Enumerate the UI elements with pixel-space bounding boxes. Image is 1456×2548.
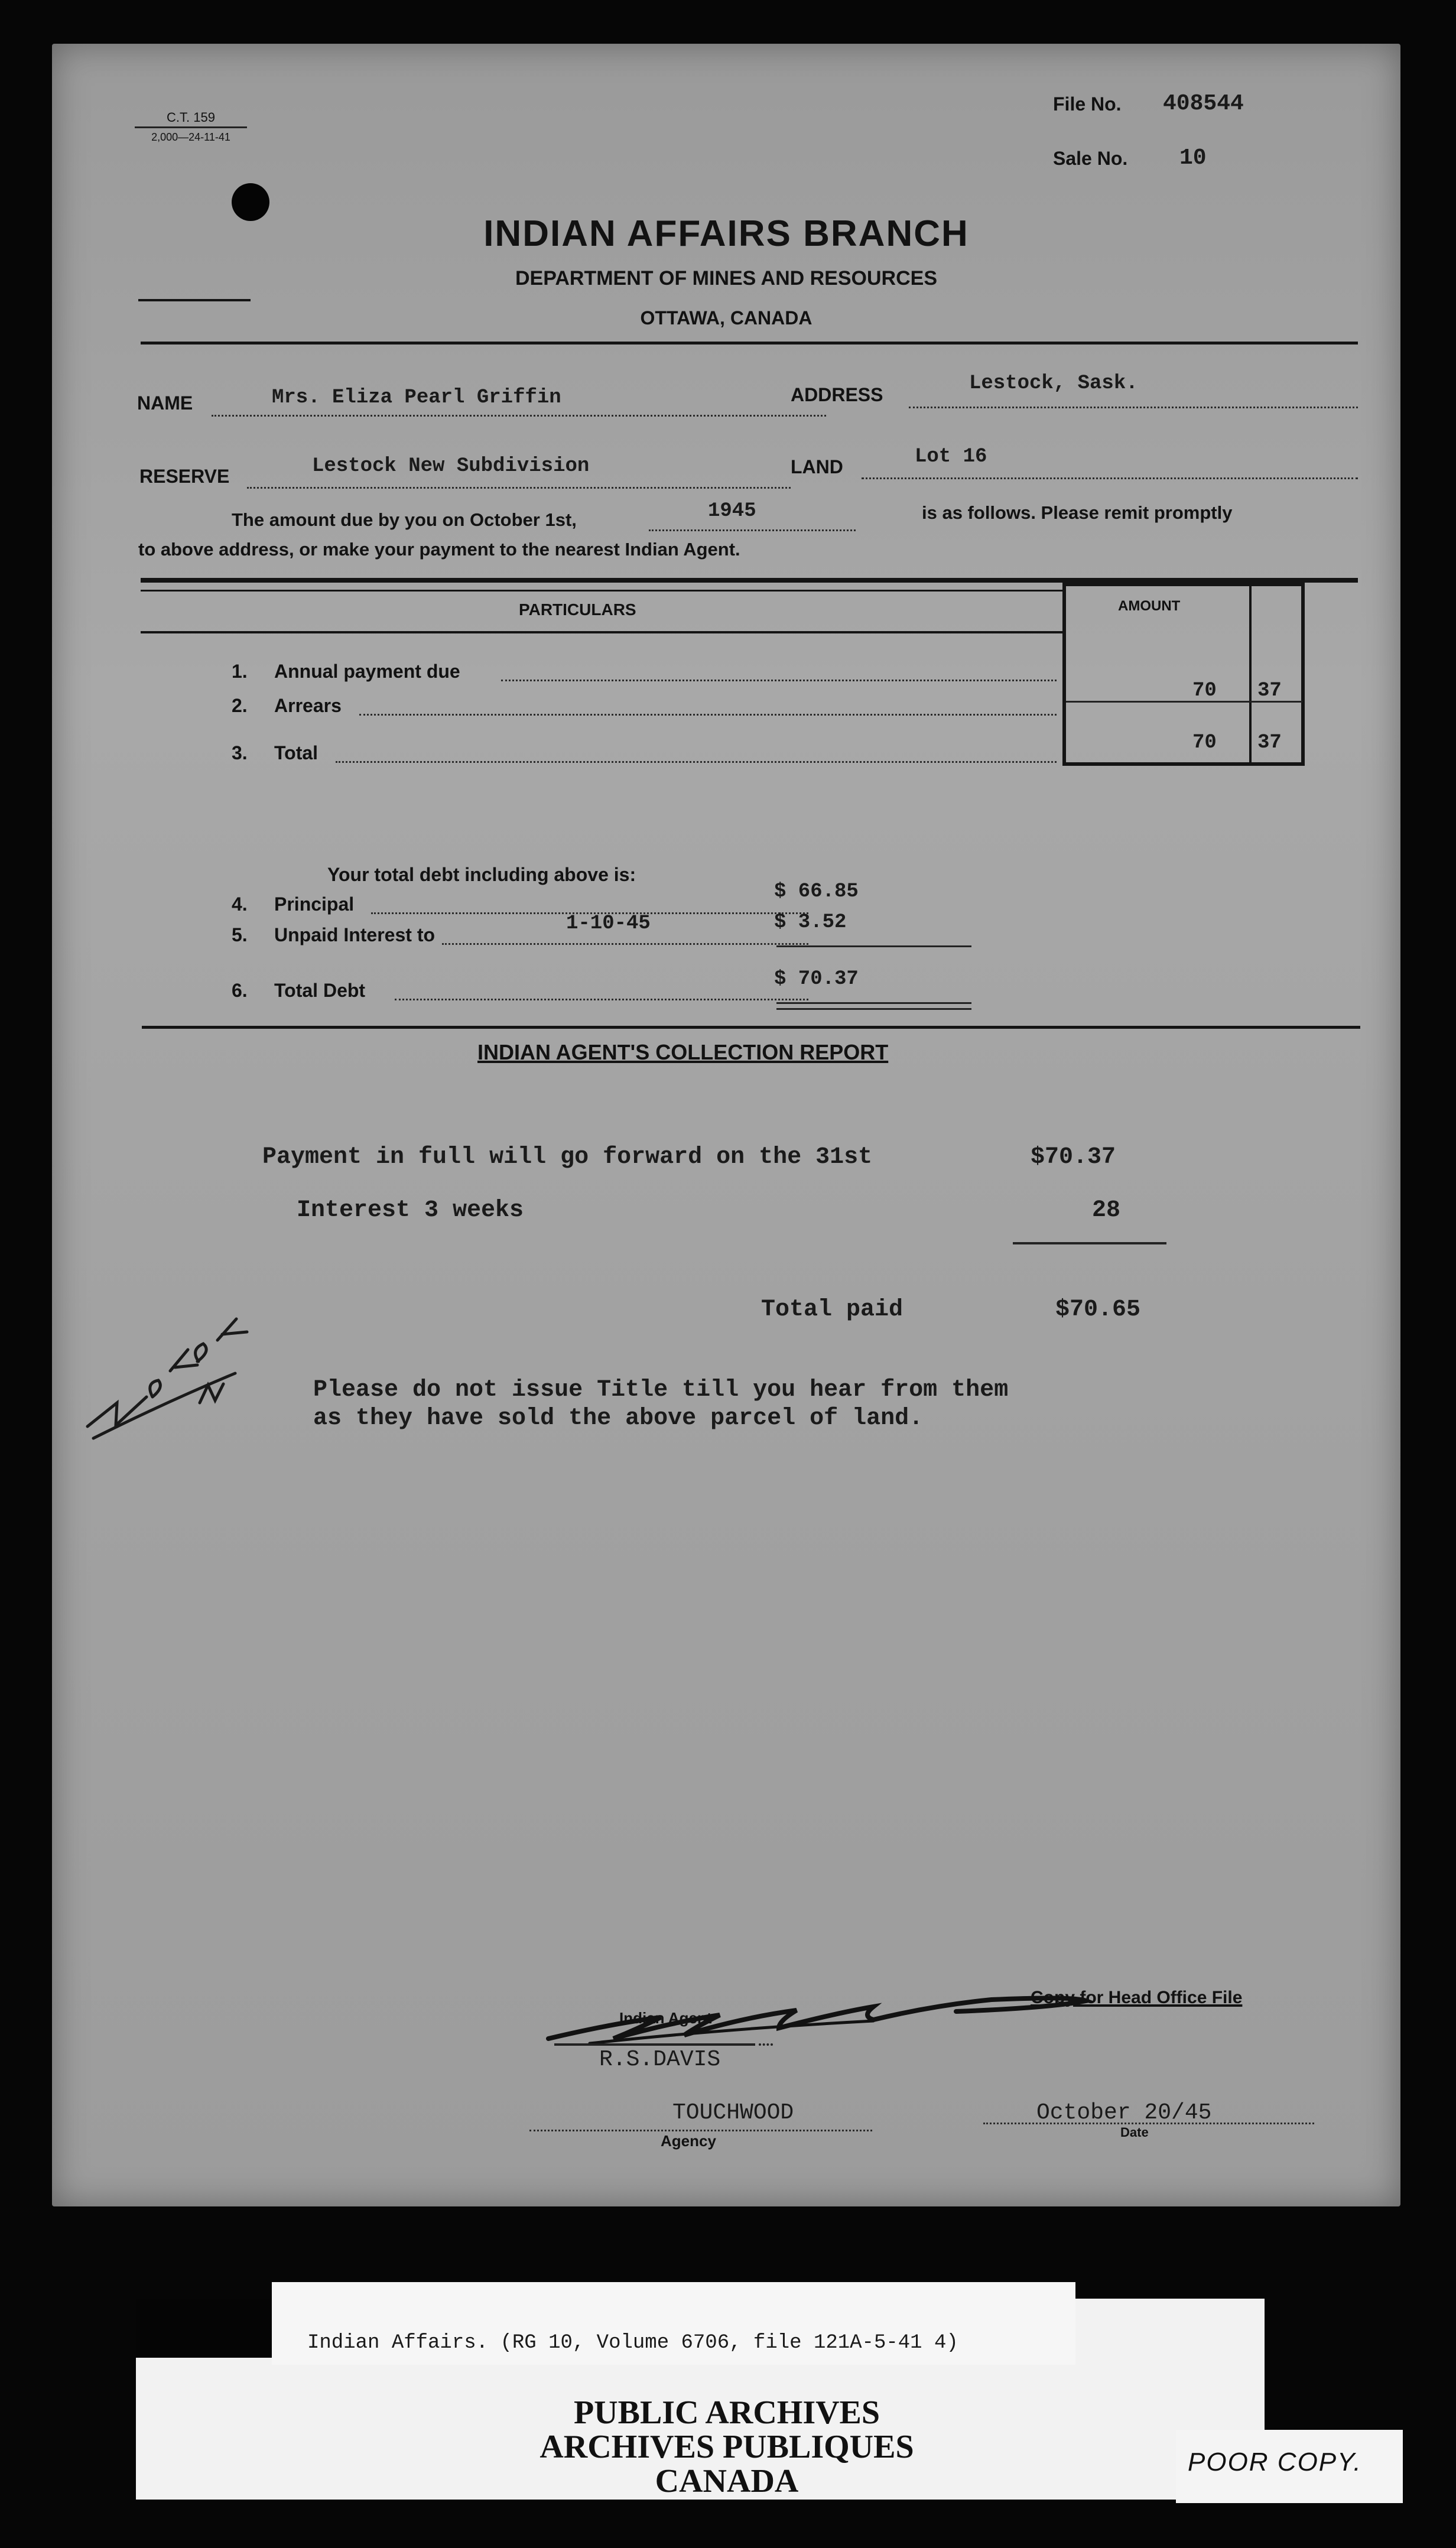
item-3-cents: 37 xyxy=(1257,732,1282,754)
debt-bottom-rule xyxy=(142,1026,1360,1029)
reserve-value: Lestock New Subdivision xyxy=(312,455,590,477)
report-total-line xyxy=(1013,1242,1166,1244)
total-debt-value: $ 70.37 xyxy=(774,968,859,990)
city-line: OTTAWA, CANADA xyxy=(640,307,812,329)
address-dots xyxy=(909,407,1358,408)
item-3-label: Total xyxy=(274,742,318,763)
form-code xyxy=(135,109,247,146)
address-value: Lestock, Sask. xyxy=(969,372,1138,395)
sale-no-value: 10 xyxy=(1179,145,1207,171)
signature-line xyxy=(554,2043,755,2046)
form-code-bottom: 2,000—24-11-41 xyxy=(151,131,230,143)
total-debt-num: 6. xyxy=(232,980,248,1001)
particulars-header-rule xyxy=(141,631,1062,633)
report-total-label: Total paid xyxy=(761,1296,904,1323)
land-value: Lot 16 xyxy=(915,446,987,468)
item-2-dots xyxy=(359,714,1057,716)
report-note-line2: as they have sold the above parcel of land. xyxy=(313,1405,924,1432)
header-rule xyxy=(141,342,1358,344)
rule-left-stub xyxy=(138,299,251,301)
item-2-num: 2. xyxy=(232,695,248,716)
report-line1: Payment in full will go forward on the 31st xyxy=(262,1144,873,1171)
item-3-dollars: 70 xyxy=(1192,732,1217,754)
file-no-value: 408544 xyxy=(1163,91,1244,116)
report-line2-amount: 28 xyxy=(1092,1197,1121,1224)
report-line1-amount: $70.37 xyxy=(1031,1144,1116,1171)
statement-line2: to above address, or make your payment to the nearest Indian Agent. xyxy=(138,539,740,560)
interest-num: 5. xyxy=(232,924,248,945)
archive-line-2: ARCHIVES PUBLIQUES xyxy=(540,2429,914,2465)
reserve-dots xyxy=(247,487,791,489)
agent-name: R.S.DAVIS xyxy=(599,2047,721,2072)
item-1-dots xyxy=(501,680,1057,681)
date-value: October 20/45 xyxy=(1036,2100,1212,2126)
item-2-cents: 37 xyxy=(1257,680,1282,702)
agency-value: TOUCHWOOD xyxy=(672,2100,794,2126)
branch-title: INDIAN AFFAIRS BRANCH xyxy=(483,213,969,254)
total-debt-label: Total Debt xyxy=(274,980,366,1001)
item-2-label: Arrears xyxy=(274,695,342,716)
name-dots xyxy=(212,415,826,417)
interest-value: $ 3.52 xyxy=(774,911,847,934)
name-value: Mrs. Eliza Pearl Griffin xyxy=(272,386,561,409)
archive-line-3: CANADA xyxy=(655,2463,799,2500)
handwritten-note-icon xyxy=(82,1314,259,1444)
copy-for-head-office-label: Copy for Head Office File xyxy=(1031,1988,1243,2007)
land-label: LAND xyxy=(791,456,843,477)
principal-num: 4. xyxy=(232,893,248,915)
report-note-line1: Please do not issue Title till you hear from them xyxy=(313,1377,1009,1403)
principal-value: $ 66.85 xyxy=(774,880,859,903)
form-code-top: C.T. 159 xyxy=(135,109,247,128)
statement-year-dots xyxy=(649,529,856,531)
poor-copy-stamp xyxy=(1176,2430,1403,2503)
indian-agent-label: Indian Agent xyxy=(619,2009,712,2027)
statement-year: 1945 xyxy=(708,500,756,522)
debt-intro: Your total debt including above is: xyxy=(327,864,636,885)
item-3-num: 3. xyxy=(232,742,248,763)
archive-reference: Indian Affairs. (RG 10, Volume 6706, file 121A-5-41 4) xyxy=(307,2332,958,2354)
statement-prefix: The amount due by you on October 1st, xyxy=(232,509,577,530)
report-total-amount: $70.65 xyxy=(1055,1296,1141,1323)
item-2-dollars: 70 xyxy=(1192,680,1217,702)
total-debt-underline-2 xyxy=(776,1008,971,1010)
interest-label: Unpaid Interest to xyxy=(274,924,436,945)
particulars-header: PARTICULARS xyxy=(519,600,636,619)
item-1-label: Annual payment due xyxy=(274,661,460,682)
item-1-num: 1. xyxy=(232,661,248,682)
poor-copy-text: POOR COPY. xyxy=(1188,2448,1362,2476)
department-name: DEPARTMENT OF MINES AND RESOURCES xyxy=(515,267,938,290)
interest-dots xyxy=(442,943,808,945)
agency-dots xyxy=(529,2130,872,2131)
date-label: Date xyxy=(1120,2125,1149,2140)
statement-suffix: is as follows. Please remit promptly xyxy=(922,502,1233,523)
principal-label: Principal xyxy=(274,893,355,915)
archive-name xyxy=(355,2396,1099,2498)
report-line2: Interest 3 weeks xyxy=(297,1197,524,1224)
sale-no-label: Sale No. xyxy=(1053,148,1128,169)
signature-line-dots xyxy=(759,2043,773,2046)
report-heading: INDIAN AGENT'S COLLECTION REPORT xyxy=(477,1040,889,1064)
document-page xyxy=(52,44,1400,2206)
land-dots xyxy=(862,477,1358,479)
reserve-label: RESERVE xyxy=(139,466,230,487)
total-debt-underline-1 xyxy=(776,1002,971,1004)
file-no-label: File No. xyxy=(1053,93,1122,115)
archive-label-cutout xyxy=(136,2299,272,2358)
agency-label: Agency xyxy=(661,2132,716,2150)
archive-line-1: PUBLIC ARCHIVES xyxy=(573,2394,880,2431)
amount-header: AMOUNT xyxy=(1118,598,1181,614)
name-label: NAME xyxy=(137,392,193,414)
interest-total-line xyxy=(776,945,971,947)
interest-date: 1-10-45 xyxy=(566,912,651,935)
total-debt-dots xyxy=(395,999,808,1000)
address-label: ADDRESS xyxy=(791,384,883,405)
item-3-dots xyxy=(336,761,1057,763)
amount-cents-divider xyxy=(1249,586,1252,763)
item-2-amount-line xyxy=(1066,701,1302,703)
table-top-rule-2 xyxy=(141,590,1062,592)
